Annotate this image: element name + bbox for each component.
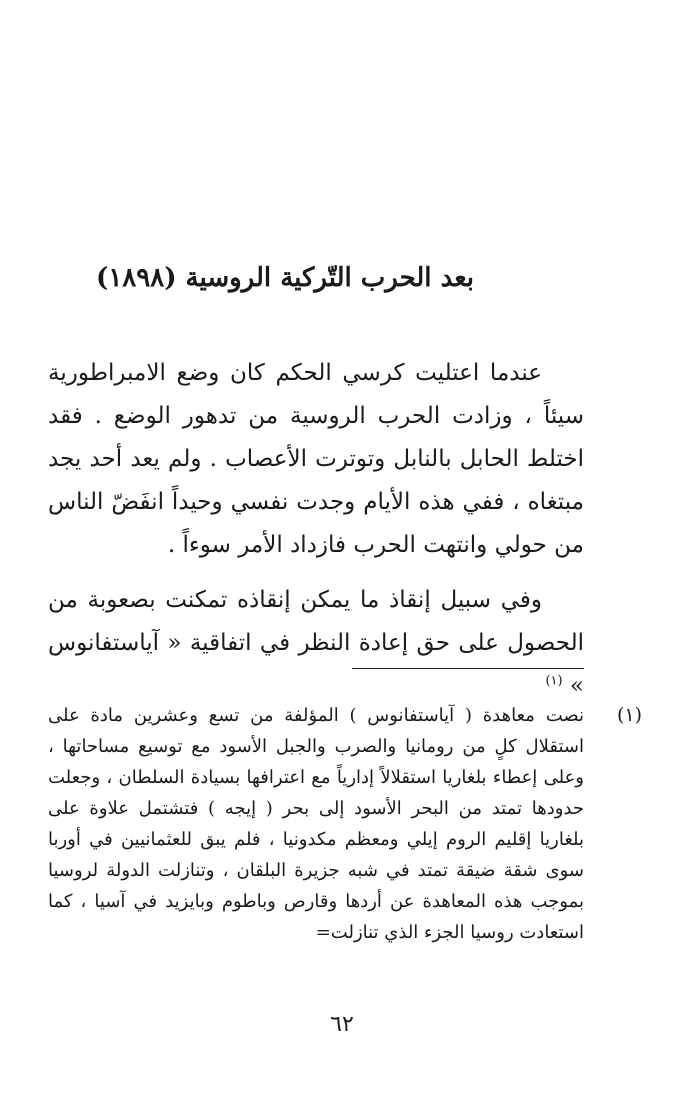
paragraph-1: عندما اعتليت كرسي الحكم كان وضع الامبراطورية سيئاً ، وزادت الحرب الروسية من تدهور الوضع . فقد اختلط الحابل بالنابل وتوترت الأعصاب . ولم يعد أحد يجد مبتغاه ، ففي هذه الأيام وجدت نفسي وحيداً انفَضّ الناس من حولي وانتهت الحرب فازداد الأمر سوءاً . <box>48 360 584 558</box>
paragraph-2-text: وفي سبيل إنقاذ ما يمكن إنقاذه تمكنت بصعوبة من الحصول على حق إعادة النظر في اتفاقية « آياستفانوس » <box>48 587 584 699</box>
footnote <box>48 700 642 948</box>
footnote-text: نصت معاهدة ( آياستفانوس ) المؤلفة من تسع وعشرين مادة على استقلال كلٍ من رومانيا والصرب والجبل الأسود مع توسيع مساحاتها ، وعلى إعطاء بلغاريا استقلالاً إدارياً مع اعترافها بسيادة السلطان ، وجعلت حدودها تمتد من البحر الأسود إلى بحر ( إيجه ) فتشتمل علاوة على بلغاريا إقليم الروم إيلي ومعظم مكدونيا ، فلم يبق للعثمانيين في أوربا سوى شقة ضيقة تمتد في شبه جزيرة البلقان ، وتنازلت الدولة لروسيا بموجب هذه المعاهدة عن أردها وقارص وباطوم وبايزيد في آسيا ، كما استعادت روسيا الجزء الذي تنازلت= <box>48 705 584 943</box>
chapter-heading: بعد الحرب التّركية الروسية (١٨٩٨) <box>96 263 474 293</box>
footnote-divider <box>352 668 584 669</box>
footnote-reference: (١) <box>545 673 563 689</box>
page-number: ٦٢ <box>330 1012 354 1037</box>
paragraph-2 <box>48 579 584 708</box>
main-text <box>48 352 584 708</box>
footnote-marker: (١) <box>616 704 642 726</box>
